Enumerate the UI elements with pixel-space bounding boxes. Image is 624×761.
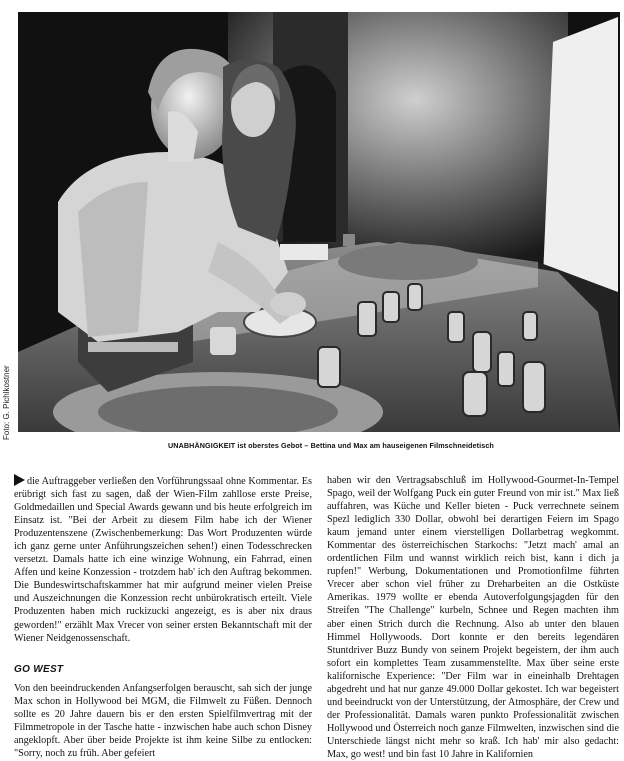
triangle-arrow-icon [14,474,25,486]
film-editing-table-photo [18,12,620,432]
section-heading: GO WEST [14,663,64,675]
caption-lead: UNABHÄNGIGKEIT ist oberstes Gebot [168,441,303,450]
article-photo [18,12,620,432]
paragraph-intro-text: die Auftraggeber verließen den Vorführungssaal ohne Kommentar. Es erübrigt sich fast zu sagen, daß der Wien-Film zahllose erste Preise, Goldmedaillen und Special Awards gewann und bis heute erfolgreich im Einsatz ist. "Bei der Arbeit zu diesem Film habe ich der Wiener Produzentenszene (Zwischenbemerkung: Das Wort Produzenten würde ich ganz gerne unter Anführungszeichen sehen!) einen Todesschrecken versetzt. Damals hatte ich eine winzige Wohnung, ein Fahrrad, einen Affen und keine Konzession - trotzdem hab' ich den Auftrag bekommen. Die Bundeswirtschaftskammer hat mir aufgrund meiner vielen Preise und Auszeichnungen die Konzession recht unbürokratisch erteilt. Viele Produzenten haben mich ruckizucki angezeigt, es is aber nix draus geworden!" erzählt Max Vrecer von seiner ersten Bekanntschaft mit der Wiener Neidgenossenschaft. [14,476,312,644]
paragraph-go-west: Von den beeindruckenden Anfangserfolgen berauscht, sah sich der junge Max schon in Hollywood bei MGM, die Filmwelt zu Füßen. Dennoch sollte es 20 Jahre dauern bis er den ersten Spielfilmvertrag mit der Filmmetropole in der Tasche hatte - inzwischen habe auch schon Disney angeklopft. Aber über beide Projekte ist ihm keine Silbe zu entlocken: "Sorry, noch zu früh. Aber gefeiert [14,682,312,759]
article-column-left [14,474,312,760]
paragraph-continuation: haben wir den Vertragsabschluß im Hollywood-Gourmet-In-Tempel Spago, weil der Wolfgang Puck ein guter Freund von mir ist." Max ließ auffahren, was Küche und Keller bieten - Puck verrechnete seinem Spezl lediglich 330 Dollar, obwohl bei derartigen Feiern im Spago kaum jemand unter einem vierstelligen Dollarbetrag wegkommt. Kommentar des österreichischen Starkochs: "Jetzt mach' amal an ordentlichen Film und wannst wirklich reich bist, kann i dich ja rupfen!" Werbung, Dokumentationen und Promotionfilme führten Vrecer aber schon viel früher zu Dreharbeiten an die Ostküste Amerikas. 1979 wollte er ebenda Autoverfolgungsjagden für den Streifen "The Challenge" kurbeln, Schnee und Regen machten ihm aber einen Strich durch die Rechnung. Also ab unter den blauen Himmel Hollywoods. Dort konnte er den bereits legendären Stuntdriver Buzz Bundy von seinem Projekt begeistern, der ihm auch sofort ein komplettes Team zusammenstellte. Max über seine erste kalifornische Experience: "Der Film war in eineinhalb Drehtagen abgedreht und hat nur ganze 49.000 Dollar gekostet. Ich war begeistert und beeindruckt von der Unterstützung, der Atmosphäre, der Crew und der Professionalität. Damals waren punkto Professionalität zwischen Hollywood und Österreich noch ganze Filmwelten, inzwischen sind die Unterschiede längst nicht mehr so kraß. Ich hab' mir also gedacht: Max, go west! und bin fast 10 Jahre in Kalifornien [327,475,619,760]
photo-credit: Foto: G. Pichlkostner [2,365,11,440]
paragraph-intro [14,474,312,645]
article-column-right [327,474,619,761]
photo-caption [168,441,588,450]
caption-rest: – Bettina und Max am hauseigenen Filmschneidetisch [302,441,494,450]
